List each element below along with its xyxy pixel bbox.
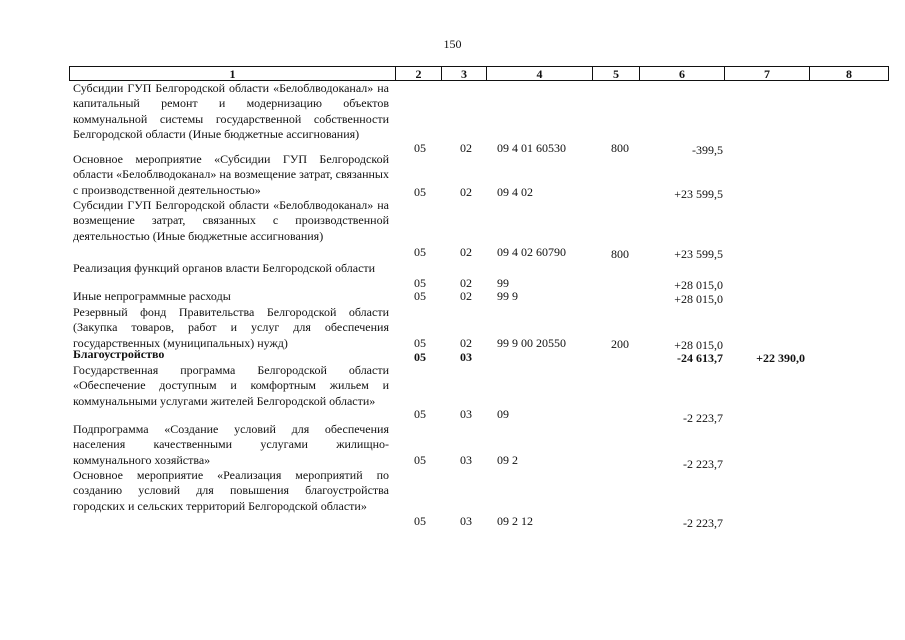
row-description: Благоустройство bbox=[73, 347, 165, 361]
row-subsection: 02 bbox=[460, 276, 472, 290]
row-target-code: 09 4 01 60530 bbox=[497, 141, 566, 155]
row-description: Основное мероприятие «Реализация мероприятий по созданию условий для повышения благоустройства городских и сельских территорий Белгородской области» bbox=[73, 468, 389, 513]
row-amount-col6: +28 015,0 bbox=[674, 292, 723, 306]
header-col-5: 5 bbox=[593, 67, 640, 80]
row-section: 05 bbox=[414, 350, 426, 364]
row-description: Субсидии ГУП Белгородской области «Белоблводоканал» на возмещение затрат, связанных с производственной деятельностью (Иные бюджетные ассигнования) bbox=[73, 198, 389, 243]
row-section: 05 bbox=[414, 276, 426, 290]
row-subsection: 02 bbox=[460, 141, 472, 155]
row-description: Реализация функций органов власти Белгородской области bbox=[73, 261, 376, 275]
row-amount-col6: -2 223,7 bbox=[683, 411, 723, 425]
row-subsection: 02 bbox=[460, 336, 472, 350]
row-description: Основное мероприятие «Субсидии ГУП Белгородской области «Белоблводоканал» на возмещение затрат, связанных с производственной деятельностью» bbox=[73, 152, 389, 197]
row-expense-type: 800 bbox=[611, 141, 629, 155]
row-section: 05 bbox=[414, 141, 426, 155]
row-subsection: 03 bbox=[460, 407, 472, 421]
header-col-2: 2 bbox=[396, 67, 442, 80]
row-amount-col6: -2 223,7 bbox=[683, 516, 723, 530]
row-section: 05 bbox=[414, 407, 426, 421]
row-description: Иные непрограммные расходы bbox=[73, 289, 231, 303]
row-section: 05 bbox=[414, 245, 426, 259]
row-description: Государственная программа Белгородской области «Обеспечение доступным и комфортным жильем и коммунальными услугами жителей Белгородской области» bbox=[73, 363, 389, 408]
row-target-code: 99 9 00 20550 bbox=[497, 336, 566, 350]
row-subsection: 03 bbox=[460, 453, 472, 467]
row-description: Субсидии ГУП Белгородской области «Белоблводоканал» на капитальный ремонт и модернизацию объектов коммунальной системы государственной собственности Белгородской области (Иные бюджетные ассигнования) bbox=[73, 81, 389, 142]
row-subsection: 03 bbox=[460, 514, 472, 528]
row-target-code: 09 4 02 60790 bbox=[497, 245, 566, 259]
row-section: 05 bbox=[414, 336, 426, 350]
row-section: 05 bbox=[414, 289, 426, 303]
row-subsection: 03 bbox=[460, 350, 472, 364]
column-header-row bbox=[69, 66, 889, 81]
row-expense-type: 200 bbox=[611, 337, 629, 351]
header-col-4: 4 bbox=[487, 67, 593, 80]
row-section: 05 bbox=[414, 185, 426, 199]
row-target-code: 09 2 12 bbox=[497, 514, 533, 528]
row-amount-col6: -24 613,7 bbox=[677, 351, 723, 365]
row-amount-col6: +28 015,0 bbox=[674, 278, 723, 292]
row-amount-col6: -2 223,7 bbox=[683, 457, 723, 471]
row-subsection: 02 bbox=[460, 289, 472, 303]
header-col-7: 7 bbox=[725, 67, 810, 80]
row-section: 05 bbox=[414, 453, 426, 467]
row-target-code: 09 bbox=[497, 407, 509, 421]
row-amount-col6: +23 599,5 bbox=[674, 247, 723, 261]
row-target-code: 99 9 bbox=[497, 289, 518, 303]
page-number: 150 bbox=[443, 37, 462, 51]
row-amount-col6: +23 599,5 bbox=[674, 187, 723, 201]
row-target-code: 09 2 bbox=[497, 453, 518, 467]
row-subsection: 02 bbox=[460, 185, 472, 199]
row-target-code: 99 bbox=[497, 276, 509, 290]
row-subsection: 02 bbox=[460, 245, 472, 259]
header-col-8: 8 bbox=[846, 67, 852, 81]
row-amount-col6: -399,5 bbox=[692, 143, 723, 157]
header-col-6: 6 bbox=[640, 67, 725, 80]
header-col-3: 3 bbox=[442, 67, 487, 80]
row-expense-type: 800 bbox=[611, 247, 629, 261]
row-amount-col7: +22 390,0 bbox=[756, 351, 805, 365]
row-description: Подпрограмма «Создание условий для обеспечения населения качественными услугами жилищно-коммунального хозяйства» bbox=[73, 422, 389, 467]
row-description: Резервный фонд Правительства Белгородской области (Закупка товаров, работ и услуг для обеспечения государственных (муниципальных) нужд) bbox=[73, 305, 389, 350]
table-body bbox=[0, 81, 905, 540]
row-section: 05 bbox=[414, 514, 426, 528]
row-target-code: 09 4 02 bbox=[497, 185, 533, 199]
row-amount-col6: +28 015,0 bbox=[674, 338, 723, 352]
header-col-1: 1 bbox=[70, 67, 396, 80]
